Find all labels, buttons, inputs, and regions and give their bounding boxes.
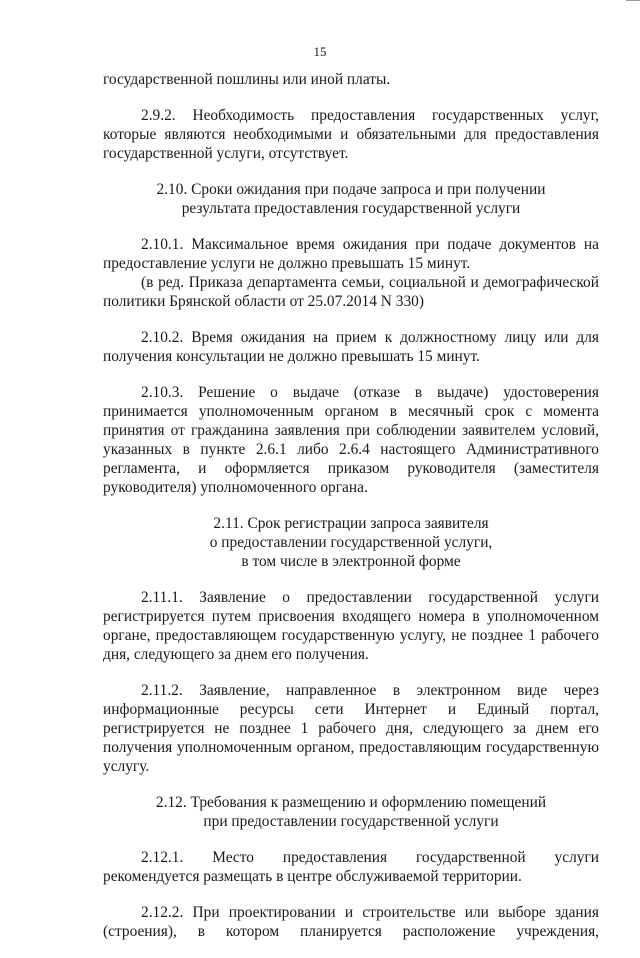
heading-line: результата предоставления государственной услуги [181, 200, 521, 217]
paragraph-2-9-2: 2.9.2. Необходимость предоставления государственных услуг, которые являются необходимыми и обязательными для предоставления государственной услуги, отсутствует. [103, 107, 599, 162]
page-number: 15 [313, 44, 327, 59]
section-heading-2-11 [103, 514, 599, 571]
paragraph-continuation: государственной пошлины или иной платы. [103, 71, 391, 88]
heading-line: 2.11. Срок регистрации запроса заявителя [213, 515, 489, 532]
paragraph-2-12-2: 2.12.2. При проектировании и строительстве или выборе здания (строения), в котором планируется расположение учреждения, [103, 904, 599, 940]
paragraph-2-11-1: 2.11.1. Заявление о предоставлении государственной услуги регистрируется путем присвоения входящего номера в уполномоченном органе, предоставляющем государственную услугу, не позднее 1 рабочего дня, следующего за днем его получения. [103, 589, 599, 663]
paragraph-2-10-1: 2.10.1. Максимальное время ожидания при подаче документов на предоставление услуги не должно превышать 15 минут. [103, 236, 599, 272]
section-heading-2-10 [103, 180, 599, 218]
heading-line: о предоставлении государственной услуги, [209, 534, 493, 551]
document-body [103, 70, 599, 958]
section-heading-2-12 [103, 793, 599, 831]
paragraph-2-10-3: 2.10.3. Решение о выдаче (отказе в выдаче) удостоверения принимается уполномоченным органом в месячный срок с момента принятия от гражданина заявления при соблюдении заявителем условий, указанных в пункте 2.6.1 либо 2.6.4 настоящего Административного регламента, и оформляется приказом руководителя (заместителя руководителя) уполномоченного органа. [103, 384, 599, 496]
scan-corner-mark [626, 0, 640, 1]
heading-line: при предоставлении государственной услуги [203, 813, 499, 830]
paragraph-2-12-1: 2.12.1. Место предоставления государственной услуги рекомендуется размещать в центре обслуживаемой территории. [103, 849, 599, 885]
heading-line: в том числе в электронной форме [241, 553, 461, 570]
heading-line: 2.12. Требования к размещению и оформлению помещений [155, 794, 547, 811]
paragraph-group-2-10-1 [103, 235, 599, 311]
amendment-note: (в ред. Приказа департамента семьи, социальной и демографической политики Брянской области от 25.07.2014 N 330) [103, 274, 599, 310]
paragraph-2-10-2: 2.10.2. Время ожидания на прием к должностному лицу или для получения консультации не должно превышать 15 минут. [103, 329, 599, 365]
heading-line: 2.10. Сроки ожидания при подаче запроса и при получении [156, 181, 546, 198]
paragraph-2-11-2: 2.11.2. Заявление, направленное в электронном виде через информационные ресурсы сети Интернет и Единый портал, регистрируется не позднее 1 рабочего дня, следующего за днем его получения уполномоченным органом, предоставляющим государственную услугу. [103, 682, 599, 775]
